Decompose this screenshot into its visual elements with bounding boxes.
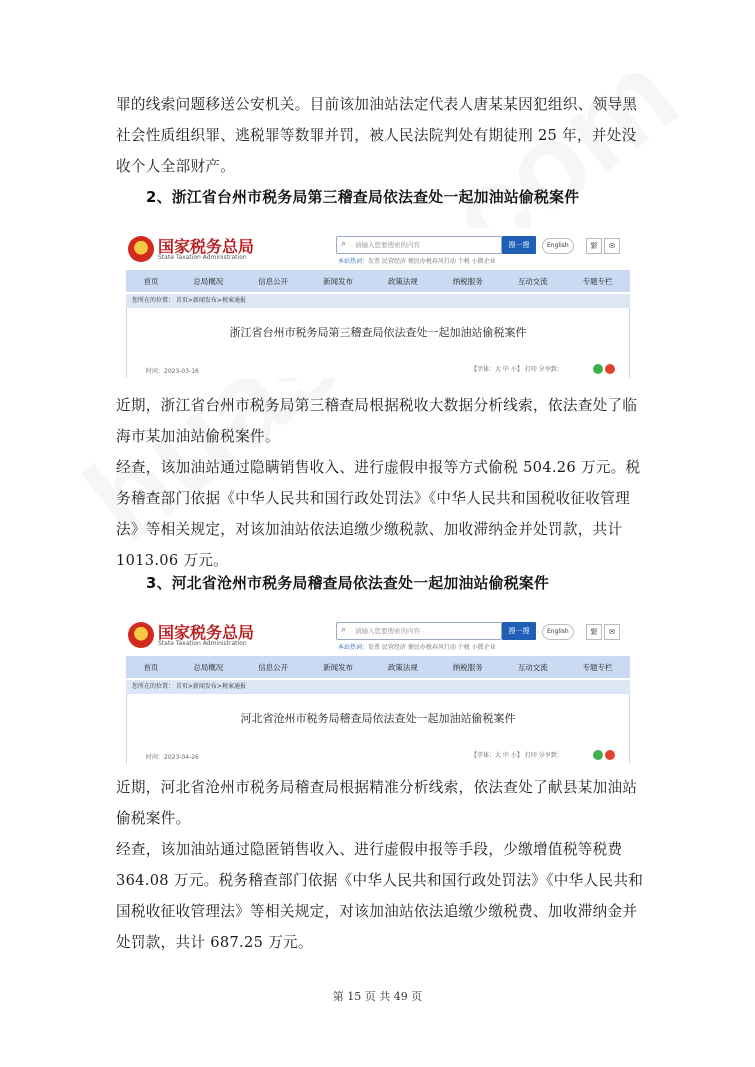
case3-paragraph-2: 经查，该加油站通过隐匿销售收入、进行虚假申报等手段，少缴增值税等税费 364.08 万元。税务稽查部门依据《中华人民共和国行政处罚法》《中华人民共和国税收征收管理法》等相关规定，对该加油站依法追缴少缴税费、加收滞纳金并处罚款，共计 687.25 万元。 (116, 841, 644, 951)
case2-heading: 2、浙江省台州市税务局第三稽查局依法查处一起加油站偷税案件 (146, 189, 580, 206)
nav-item: 新闻发布 (323, 276, 354, 286)
search-button: 搜一搜 (502, 622, 536, 640)
mail-icon: ✉ (604, 238, 620, 254)
hot-words: 本站热词：发票 民营经济 便民办税春风行动 个税 小微企业 (338, 644, 496, 651)
search-button: 搜一搜 (502, 236, 536, 254)
site-name: 国家税务总局 (158, 623, 255, 642)
page-number: 第 15 页 共 49 页 (332, 990, 423, 1003)
search-icon: ⌕ (341, 239, 347, 249)
traditional-chinese-button: 繁 (586, 238, 602, 254)
divider (126, 694, 127, 764)
nav-item: 专题专栏 (582, 276, 613, 286)
nav-item: 政策法规 (387, 662, 418, 672)
divider (126, 308, 127, 378)
weibo-share-icon (605, 364, 615, 374)
paragraph-intro-continued: 罪的线索问题移送公安机关。目前该加油站法定代表人唐某某因犯组织、领导黑社会性质组织罪、逃税罪等数罪并罚，被人民法院判处有期徒刑 25 年，并处没收个人全部财产。 (116, 96, 638, 175)
english-button: English (542, 624, 574, 640)
nav-item: 总局概况 (193, 276, 224, 286)
site-nav (126, 270, 630, 292)
divider (629, 308, 630, 378)
site-name-en: State Taxation Administration (158, 254, 247, 261)
national-emblem-icon (128, 622, 154, 648)
site-name-en: State Taxation Administration (158, 640, 247, 647)
english-button: English (542, 238, 574, 254)
nav-item: 总局概况 (193, 662, 224, 672)
search-icon: ⌕ (341, 625, 347, 635)
weibo-share-icon (605, 750, 615, 760)
nav-item: 信息公开 (258, 662, 289, 672)
breadcrumb: 您所在的位置： 首页>新闻发布>税案通报 (126, 294, 630, 308)
nav-item: 互动交流 (517, 276, 548, 286)
article-tools: 【字体：大 中 小】 打印 分享到： (471, 366, 563, 373)
search-input (336, 236, 502, 254)
article-date: 时间：2023-04-26 (146, 754, 199, 761)
nav-item: 互动交流 (517, 662, 548, 672)
nav-item: 首页 (143, 662, 159, 672)
national-emblem-icon (128, 236, 154, 262)
article-title: 浙江省台州市税务局第三稽查局依法查处一起加油站偷税案件 (229, 326, 527, 339)
wechat-share-icon (593, 750, 603, 760)
site-nav (126, 656, 630, 678)
traditional-chinese-button: 繁 (586, 624, 602, 640)
article-tools: 【字体：大 中 小】 打印 分享到： (471, 752, 563, 759)
case3-website-screenshot (116, 614, 630, 764)
case2-paragraph-1: 近期，浙江省台州市税务局第三稽查局根据税收大数据分析线索，依法查处了临海市某加油站偷税案件。 (116, 397, 638, 445)
divider (629, 694, 630, 764)
nav-item: 专题专栏 (582, 662, 613, 672)
search-placeholder: 请输入您要搜索的内容 (355, 627, 420, 635)
nav-item: 信息公开 (258, 276, 289, 286)
mail-icon: ✉ (604, 624, 620, 640)
case3-paragraph-1: 近期，河北省沧州市税务局稽查局根据精准分析线索，依法查处了献县某加油站偷税案件。 (116, 779, 638, 827)
article-title: 河北省沧州市税务局稽查局依法查处一起加油站偷税案件 (240, 712, 516, 725)
case2-paragraph-2: 经查，该加油站通过隐瞒销售收入、进行虚假申报等方式偷税 504.26 万元。税务稽查部门依据《中华人民共和国行政处罚法》《中华人民共和国税收征收管理法》等相关规定，对该加油站依法追缴少缴税款、加收滞纳金并处罚款，共计 1013.06 万元。 (116, 459, 641, 569)
nav-item: 政策法规 (387, 276, 418, 286)
nav-item: 纳税服务 (452, 662, 483, 672)
article-date: 时间：2023-03-16 (146, 368, 199, 375)
case2-website-screenshot (116, 228, 630, 378)
site-name: 国家税务总局 (158, 237, 255, 256)
case3-heading: 3、河北省沧州市税务局稽查局依法查处一起加油站偷税案件 (146, 575, 550, 592)
hot-words: 本站热词：发票 民营经济 便民办税春风行动 个税 小微企业 (338, 258, 496, 265)
search-placeholder: 请输入您要搜索的内容 (355, 241, 420, 249)
breadcrumb: 您所在的位置： 首页>新闻发布>税案通报 (126, 680, 630, 694)
wechat-share-icon (593, 364, 603, 374)
nav-item: 新闻发布 (323, 662, 354, 672)
nav-item: 纳税服务 (452, 276, 483, 286)
nav-item: 首页 (143, 276, 159, 286)
search-input (336, 622, 502, 640)
